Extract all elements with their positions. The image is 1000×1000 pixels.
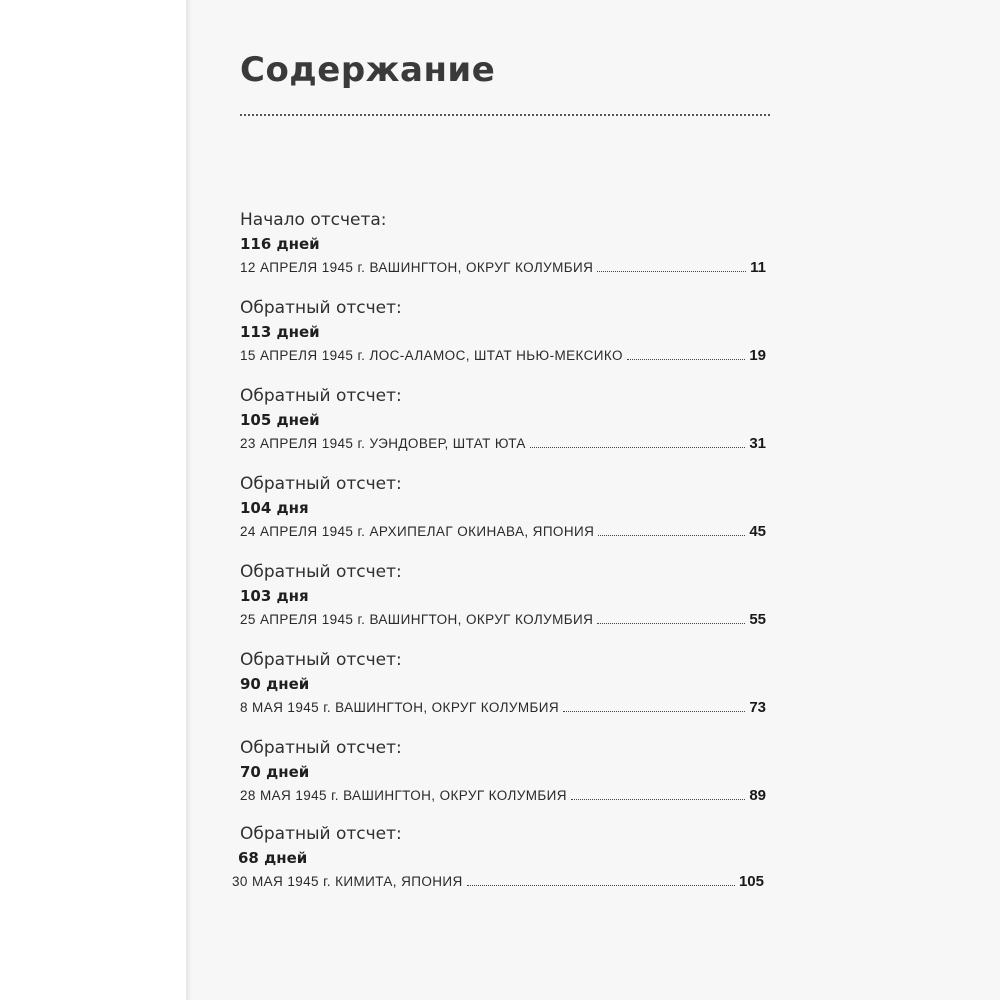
toc-entry[interactable]: [240, 560, 766, 632]
entry-place: 25 АПРЕЛЯ 1945 г. ВАШИНГТОН, ОКРУГ КОЛУМБИЯ: [240, 612, 594, 627]
page-title: Содержание: [240, 50, 496, 90]
entry-place: 12 АПРЕЛЯ 1945 г. ВАШИНГТОН, ОКРУГ КОЛУМБИЯ: [240, 260, 594, 275]
entry-kicker: Обратный отсчет:: [240, 474, 402, 494]
entry-line: [240, 520, 766, 544]
dot-leader: [467, 885, 735, 886]
dot-leader: [597, 271, 746, 272]
entry-days: 90 дней: [240, 675, 310, 693]
entry-page-number: 31: [749, 435, 766, 452]
title-dotted-rule: [240, 114, 770, 116]
entry-days: 70 дней: [240, 763, 310, 781]
entry-place: 28 МАЯ 1945 г. ВАШИНГТОН, ОКРУГ КОЛУМБИЯ: [240, 788, 567, 803]
entry-place: 15 АПРЕЛЯ 1945 г. ЛОС-АЛАМОС, ШТАТ НЬЮ-МЕКСИКО: [240, 348, 623, 363]
entry-kicker: Обратный отсчет:: [240, 650, 402, 670]
entry-place: 30 МАЯ 1945 г. КИМИТА, ЯПОНИЯ: [232, 874, 463, 889]
entry-kicker: Обратный отсчет:: [240, 562, 402, 582]
page-gutter-shadow: [186, 0, 192, 1000]
entry-kicker: Обратный отсчет:: [240, 738, 402, 758]
toc-entry[interactable]: [240, 208, 766, 280]
entry-days: 105 дней: [240, 411, 320, 429]
entry-kicker: Начало отсчета:: [240, 210, 387, 230]
entry-line: [240, 696, 766, 720]
dot-leader: [627, 359, 745, 360]
dot-leader: [598, 535, 745, 536]
toc-entry[interactable]: [240, 736, 766, 808]
entry-place: 8 МАЯ 1945 г. ВАШИНГТОН, ОКРУГ КОЛУМБИЯ: [240, 700, 560, 715]
dot-leader: [597, 623, 745, 624]
toc-entry[interactable]: [232, 822, 764, 894]
entry-place: 23 АПРЕЛЯ 1945 г. УЭНДОВЕР, ШТАТ ЮТА: [240, 436, 526, 451]
entry-kicker: Обратный отсчет:: [240, 386, 402, 406]
entry-page-number: 89: [749, 787, 766, 804]
toc-entry[interactable]: [240, 648, 766, 720]
toc-entry[interactable]: [240, 472, 766, 544]
dot-leader: [530, 447, 746, 448]
entry-place: 24 АПРЕЛЯ 1945 г. АРХИПЕЛАГ ОКИНАВА, ЯПОНИЯ: [240, 524, 595, 539]
entry-days: 116 дней: [240, 235, 320, 253]
entry-days: 104 дня: [240, 499, 309, 517]
dot-leader: [563, 711, 745, 712]
entry-page-number: 105: [738, 873, 764, 890]
entry-days: 68 дней: [238, 849, 308, 867]
entry-line: [240, 432, 766, 456]
entry-page-number: 55: [749, 611, 766, 628]
entry-line: [240, 608, 766, 632]
toc-entry[interactable]: [240, 384, 766, 456]
toc-entry[interactable]: [240, 296, 766, 368]
entry-kicker: Обратный отсчет:: [240, 298, 402, 318]
entry-kicker: Обратный отсчет:: [240, 824, 402, 844]
entry-page-number: 11: [750, 259, 766, 276]
entry-days: 113 дней: [240, 323, 320, 341]
entry-line: [240, 784, 766, 808]
entry-line: [232, 870, 764, 894]
entry-line: [240, 344, 766, 368]
entry-line: [240, 256, 766, 280]
dot-leader: [571, 799, 745, 800]
entry-page-number: 19: [749, 347, 766, 364]
entry-page-number: 73: [749, 699, 766, 716]
entry-page-number: 45: [749, 523, 766, 540]
entry-days: 103 дня: [240, 587, 309, 605]
